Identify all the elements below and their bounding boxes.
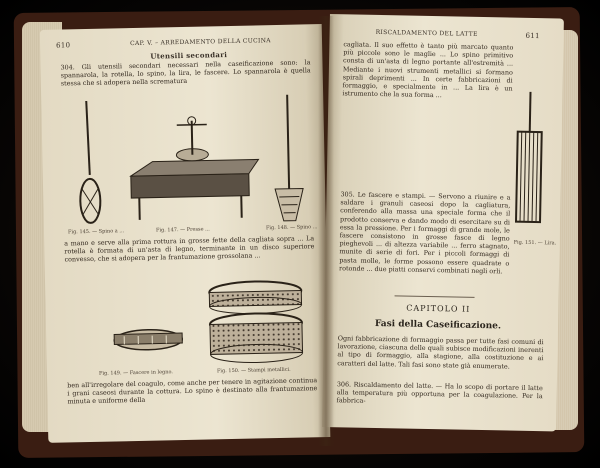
- metal-mould-top-illustration: [209, 281, 302, 315]
- right-page-number: 611: [525, 31, 540, 41]
- section-rule: [395, 295, 475, 298]
- press-illustration: [130, 115, 260, 220]
- right-page: [322, 14, 564, 431]
- spino-illustration: [78, 101, 101, 223]
- figure-lira: [510, 92, 553, 233]
- lira-illustration: [516, 92, 542, 222]
- left-page-number: 610: [55, 41, 71, 50]
- left-subhead: Utensili secondari: [150, 50, 228, 61]
- right-para-fascere: 305. Le fascere e stampi. — Servono a riunire e a saldare i granuli caseosi dopo la cagliatura, conferendo alla massa una speciale forma che il prodotto conserva e dando modo di esercitare su di essa la pressione. Per i formaggi di grande mole, le fascere consistono in grosse fasce di legno pieghevoli ... di altezza variabile ... ferro stagnato, munite di serie di fori. Per i piccoli formaggi di pasta molle, le forme possono essere quadrate o rotonde ... due piatti conservi combinati negli orli.: [339, 190, 511, 276]
- fig-caption-e: Fig. 150. — Stampi metallici.: [216, 366, 291, 375]
- right-para-riscaldamento: 306. Riscaldamento del latte. — Ha lo scopo di portare il latte alla temperatura più opportuna per la coagulazione. Per la fabbrica-: [336, 380, 543, 406]
- wooden-hoop-illustration: [114, 329, 182, 350]
- section-title: Fasi della Caseificazione.: [374, 318, 502, 332]
- fig-caption-a: Fig. 145. — Spino a ...: [67, 228, 125, 236]
- right-fig-caption: Fig. 151. — Lira.: [513, 239, 557, 247]
- figure-utensils: [41, 92, 325, 218]
- book-gutter: [318, 16, 334, 446]
- left-page: [40, 24, 331, 443]
- metal-mould-bottom-illustration: [210, 313, 303, 364]
- fig-caption-b: Fig. 147. — Presse ...: [155, 226, 210, 234]
- left-para-3: ben all'irregolare del coagulo, come anche per tenere in agitazione continua i grani caseosi durante la cottura. Lo spino è destinato alla frantumazione minuta e uniforme della: [67, 376, 318, 406]
- figure-hoops: [45, 276, 329, 372]
- left-running-head: CAP. V. – ARREDAMENTO DELLA CUCINA: [129, 37, 271, 48]
- right-running-head: RISCALDAMENTO DEL LATTE: [375, 28, 478, 38]
- right-para-1: cagliata. Il suo effetto è tanto più marcato quanto più piccole sono le maglie ... Lo spino primitivo consta di un'asta di legno portante all'estremità ... Mediante i nuovi strumenti metallici si formano spirali deprimenti ... In certe fabbricazioni di formaggio, e specialmente in ... La lira è un istrumento che la sua forma ...: [342, 40, 514, 100]
- scoop-illustration: [273, 94, 304, 221]
- right-para-fasi: Ogni fabbricazione di formaggio passa per tutte fasi comuni di lavorazione, ciascuna delle quali subisce modificazioni inerenti al tipo di formaggio, alla stagione, alla costituzione e ai caratteri del latte. Tali fasi sono state già enumerate.: [337, 334, 544, 371]
- left-para-1: 304. Gli utensili secondari necessari nella caseificazione sono: la spannarola, la rotella, lo spino, la lira, le fascere. Lo spannarola è quella stessa che si adopera nella scrematura: [60, 58, 311, 88]
- left-para-2: a mano e serve alla prima rottura in grosse fette della cagliata sopra ... La rotella è formata di un'asta di legno, terminante in un disco superiore convesso, che si adopera per la frantumazione grossolana ...: [64, 234, 315, 264]
- fig-caption-c: Fig. 148. — Spino ...: [265, 224, 318, 232]
- fig-caption-d: Fig. 149. — Fascere in legno.: [98, 369, 174, 377]
- chapter-heading: CAPITOLO II: [406, 303, 471, 314]
